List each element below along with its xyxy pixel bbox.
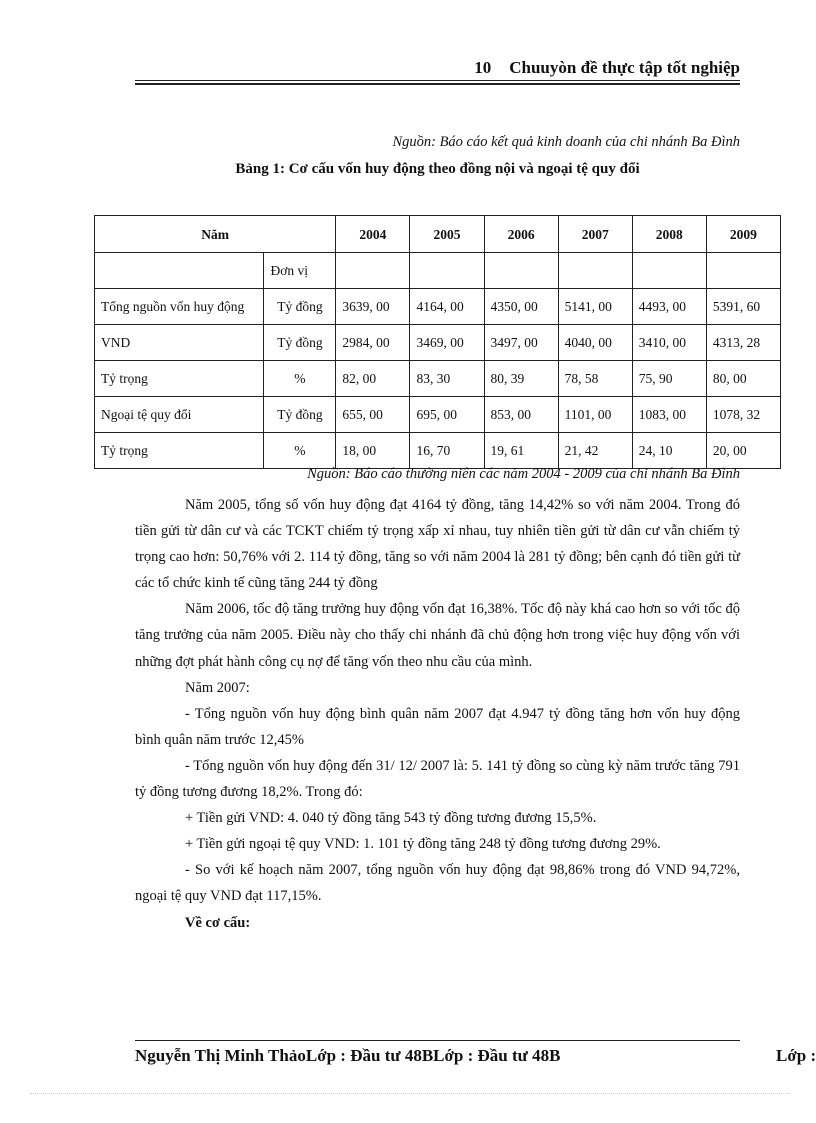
table-row xyxy=(95,325,781,361)
row-label: Tỷ trọng xyxy=(95,433,264,469)
year-cell: 2008 xyxy=(632,216,706,253)
paragraph: Năm 2007: xyxy=(185,679,250,696)
capital-structure-table xyxy=(94,215,781,469)
value-cell: 1078, 32 xyxy=(706,397,780,433)
value-cell: 1101, 00 xyxy=(558,397,632,433)
empty-cell xyxy=(484,253,558,289)
value-cell: 21, 42 xyxy=(558,433,632,469)
value-cell: 16, 70 xyxy=(410,433,484,469)
empty-cell xyxy=(632,253,706,289)
table-row xyxy=(95,361,781,397)
source-note-bottom: Nguồn: Báo cáo thường niên các năm 2004 - 2009 của chi nhánh Ba Đình xyxy=(307,466,740,482)
row-label: Ngoại tệ quy đổi xyxy=(95,397,264,433)
value-cell: 3410, 00 xyxy=(632,325,706,361)
paragraph: + Tiền gửi ngoại tệ quy VND: 1. 101 tỷ đồng tăng 248 tỷ đồng tương đương 29%. xyxy=(185,836,661,853)
value-cell: 655, 00 xyxy=(336,397,410,433)
paragraph: - Tổng nguồn vốn huy động đến 31/ 12/ 2007 là: 5. 141 tỷ đồng so cùng kỳ năm trước tăng 791 tỷ đồng tương đương 18,2%. Trong đó: xyxy=(135,757,740,801)
table-row xyxy=(95,289,781,325)
paragraph: - Tổng nguồn vốn huy động bình quân năm 2007 đạt 4.947 tỷ đồng tăng hơn vốn huy động bình quân năm trước 12,45% xyxy=(135,705,740,748)
value-cell: 4350, 00 xyxy=(484,289,558,325)
value-cell: 5391, 60 xyxy=(706,289,780,325)
unit-cell: Tỷ đồng xyxy=(264,397,336,433)
empty-cell xyxy=(558,253,632,289)
table-row xyxy=(95,397,781,433)
paragraph: + Tiền gửi VND: 4. 040 tỷ đồng tăng 543 tỷ đồng tương đương 15,5%. xyxy=(185,810,597,827)
year-cell: 2007 xyxy=(558,216,632,253)
value-cell: 3469, 00 xyxy=(410,325,484,361)
value-cell: 18, 00 xyxy=(336,433,410,469)
empty-cell xyxy=(95,253,264,289)
year-cell: 2004 xyxy=(336,216,410,253)
value-cell: 853, 00 xyxy=(484,397,558,433)
table-header-row xyxy=(95,216,781,253)
value-cell: 83, 30 xyxy=(410,361,484,397)
value-cell: 24, 10 xyxy=(632,433,706,469)
page-number: 10 xyxy=(474,58,492,77)
value-cell: 78, 58 xyxy=(558,361,632,397)
value-cell: 80, 39 xyxy=(484,361,558,397)
value-cell: 20, 00 xyxy=(706,433,780,469)
value-cell: 4493, 00 xyxy=(632,289,706,325)
year-cell: 2009 xyxy=(706,216,780,253)
header-rule xyxy=(135,80,740,81)
value-cell: 2984, 00 xyxy=(336,325,410,361)
year-cell: 2005 xyxy=(410,216,484,253)
source-note-top: Nguồn: Báo cáo kết quả kinh doanh của chi nhánh Ba Đình xyxy=(392,134,740,150)
header-rule-thick xyxy=(135,83,740,85)
year-header-cell: Năm xyxy=(95,216,336,253)
value-cell: 5141, 00 xyxy=(558,289,632,325)
unit-header-cell: Đơn vị xyxy=(264,253,336,289)
footer-rule xyxy=(135,1040,740,1041)
value-cell: 19, 61 xyxy=(484,433,558,469)
table-title: Bảng 1: Cơ cấu vốn huy động theo đồng nội và ngoại tệ quy đổi xyxy=(235,161,640,177)
empty-cell xyxy=(336,253,410,289)
section-heading: Về cơ cấu: xyxy=(185,914,251,931)
unit-cell: % xyxy=(264,433,336,469)
value-cell: 4313, 28 xyxy=(706,325,780,361)
footer-author: Nguyễn Thị Minh ThảoLớp : Đầu tư 48BLớp : Đầu tư 48B xyxy=(135,1046,561,1065)
table-row xyxy=(95,433,781,469)
paragraph: Năm 2006, tốc độ tăng trưởng huy động vốn đạt 16,38%. Tốc độ này khá cao hơn so với tốc độ tăng trưởng của năm 2005. Điều này cho thấy chi nhánh đã chủ động hơn trong việc huy động vốn với những đợt phát hành công cụ nợ để tăng vốn theo nhu cầu của mình. xyxy=(135,601,740,670)
unit-cell: % xyxy=(264,361,336,397)
row-label: Tổng nguồn vốn huy động xyxy=(95,289,264,325)
paragraph: - So với kế hoạch năm 2007, tổng nguồn vốn huy động đạt 98,86% trong đó VND 94,72%, ngoại tệ quy VND đạt 117,15%. xyxy=(135,862,740,905)
footer-class: Lớp : xyxy=(776,1046,816,1065)
row-label: VND xyxy=(95,325,264,361)
body-text xyxy=(135,492,740,936)
row-label: Tỷ trọng xyxy=(95,361,264,397)
value-cell: 1083, 00 xyxy=(632,397,706,433)
value-cell: 3639, 00 xyxy=(336,289,410,325)
header-title: Chuuyòn đề thực tập tốt nghiệp xyxy=(509,58,740,77)
page-header xyxy=(135,58,740,80)
value-cell: 4164, 00 xyxy=(410,289,484,325)
empty-cell xyxy=(410,253,484,289)
unit-cell: Tỷ đồng xyxy=(264,289,336,325)
value-cell: 80, 00 xyxy=(706,361,780,397)
paragraph: Năm 2005, tổng số vốn huy động đạt 4164 tỷ đồng, tăng 14,42% so với năm 2004. Trong đó tiền gửi từ dân cư và các TCKT chiếm tỷ trọng xấp xỉ nhau, tuy nhiên tiền gửi từ dân cư vẫn chiếm tỷ trọng cao hơn: 50,76% với 2. 114 tỷ đồng, tăng so với năm 2004 là 281 tỷ đồng; bên cạnh đó tiền gửi từ các tổ chức kinh tế cũng tăng 244 tỷ đồng xyxy=(135,497,740,592)
value-cell: 695, 00 xyxy=(410,397,484,433)
unit-label-row xyxy=(95,253,781,289)
value-cell: 4040, 00 xyxy=(558,325,632,361)
unit-cell: Tỷ đồng xyxy=(264,325,336,361)
empty-cell xyxy=(706,253,780,289)
value-cell: 82, 00 xyxy=(336,361,410,397)
year-cell: 2006 xyxy=(484,216,558,253)
page-bottom-divider xyxy=(30,1093,790,1094)
value-cell: 3497, 00 xyxy=(484,325,558,361)
value-cell: 75, 90 xyxy=(632,361,706,397)
